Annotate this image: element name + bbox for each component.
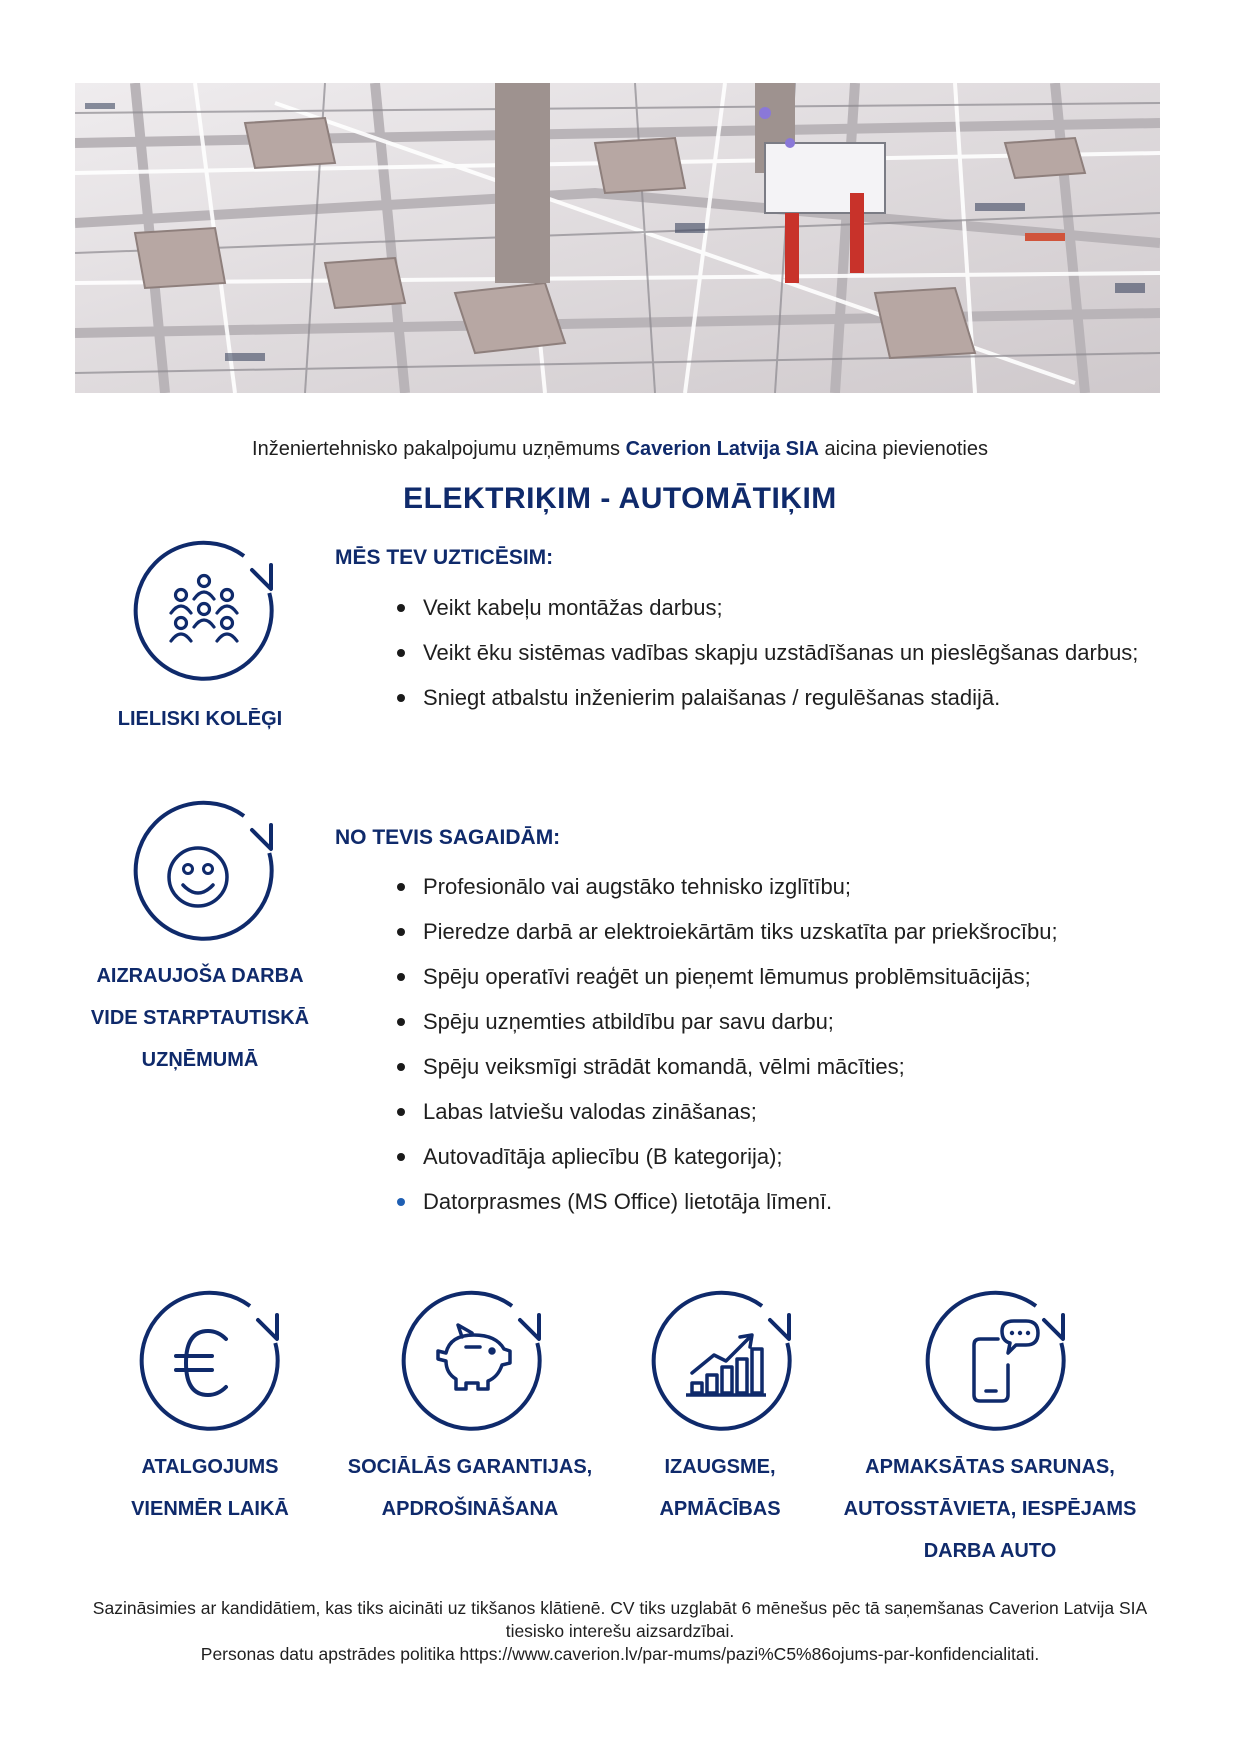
list-item: Veikt kabeļu montāžas darbus; — [385, 585, 1147, 630]
job-title: ELEKTRIĶIM - AUTOMĀTIĶIM — [403, 482, 837, 515]
benefit-label-line: AUTOSSTĀVIETA, IESPĒJAMS — [843, 1498, 1137, 1520]
benefit-social-label — [335, 1446, 605, 1530]
footer-contact-note: Sazināsimies ar kandidātiem, kas tiks aicināti uz tikšanos klātienē. CV tiks uzglabāt 6 mēnešus pēc tā saņemšanas Caverion Latvija SIA tiesisko interešu aizsardzībai. — [92, 1598, 1148, 1641]
list-item: Datorprasmes (MS Office) lietotāja līmenī. — [385, 1179, 1147, 1224]
environment-label-line: UZŅĒMUMĀ — [141, 1049, 259, 1071]
requirements-list — [385, 864, 1147, 1224]
environment-label — [70, 955, 330, 1081]
piggy-bank-icon — [392, 1283, 552, 1443]
intro-text-before: Inženiertehnisko pakalpojumu uzņēmums — [252, 438, 626, 460]
list-item: Sniegt atbalstu inženierim palaišanas / regulēšanas stadijā. — [385, 675, 1147, 720]
benefit-label-line: APMĀCĪBAS — [659, 1498, 781, 1520]
list-item: Pieredze darbā ar elektroiekārtām tiks uzskatīta par priekšrocību; — [385, 909, 1147, 954]
duties-list — [385, 585, 1147, 720]
list-item: Veikt ēku sistēmas vadības skapju uzstādīšanas un pieslēgšanas darbus; — [385, 630, 1147, 675]
list-item: Autovadītāja apliecību (B kategorija); — [385, 1134, 1147, 1179]
intro-line — [0, 438, 1240, 461]
benefit-label-line: VIENMĒR LAIKĀ — [131, 1498, 289, 1520]
hero-engineering-illustration — [75, 83, 1160, 393]
benefit-label-line: SOCIĀLĀS GARANTIJAS, — [347, 1456, 593, 1478]
smiley-face-icon — [124, 793, 284, 953]
benefit-label-line: ATALGOJUMS — [141, 1456, 279, 1478]
intro-text-after: aicina pievienoties — [818, 438, 988, 460]
list-item: Labas latviešu valodas zināšanas; — [385, 1089, 1147, 1134]
list-item: Profesionālo vai augstāko tehnisko izglītību; — [385, 864, 1147, 909]
benefit-growth-label — [615, 1446, 825, 1530]
requirements-title: NO TEVIS SAGAIDĀM: — [335, 826, 561, 849]
benefit-label-line: APDROŠINĀŠANA — [381, 1498, 559, 1520]
footer-privacy-policy: Personas datu apstrādes politika https://www.caverion.lv/par-mums/pazi%C5%86ojums-par-konfidencialitati. — [200, 1644, 1040, 1664]
duties-title: MĒS TEV UZTICĒSIM: — [335, 546, 554, 569]
colleagues-label: LIELISKI KOLĒĢI — [117, 708, 283, 730]
list-item: Spēju uzņemties atbildību par savu darbu; — [385, 999, 1147, 1044]
environment-label-line: AIZRAUJOŠA DARBA — [96, 965, 304, 987]
footer-note — [70, 1597, 1170, 1666]
growth-chart-icon — [642, 1283, 802, 1443]
benefit-label-line: IZAUGSME, — [664, 1456, 776, 1478]
environment-label-line: VIDE STARPTAUTISKĀ — [90, 1007, 310, 1029]
euro-icon — [130, 1283, 290, 1443]
building-systems-render — [75, 83, 1160, 393]
list-item: Spēju operatīvi reaģēt un pieņemt lēmumus problēmsituācijās; — [385, 954, 1147, 999]
benefit-label-line: DARBA AUTO — [923, 1540, 1057, 1562]
people-group-icon — [124, 533, 284, 693]
benefit-label-line: APMAKSĀTAS SARUNAS, — [865, 1456, 1115, 1478]
list-item: Spēju veiksmīgi strādāt komandā, vēlmi mācīties; — [385, 1044, 1147, 1089]
benefit-perks-label — [835, 1446, 1145, 1572]
phone-chat-icon — [916, 1283, 1076, 1443]
company-name: Caverion Latvija SIA — [625, 438, 819, 460]
benefit-salary-label — [90, 1446, 330, 1530]
